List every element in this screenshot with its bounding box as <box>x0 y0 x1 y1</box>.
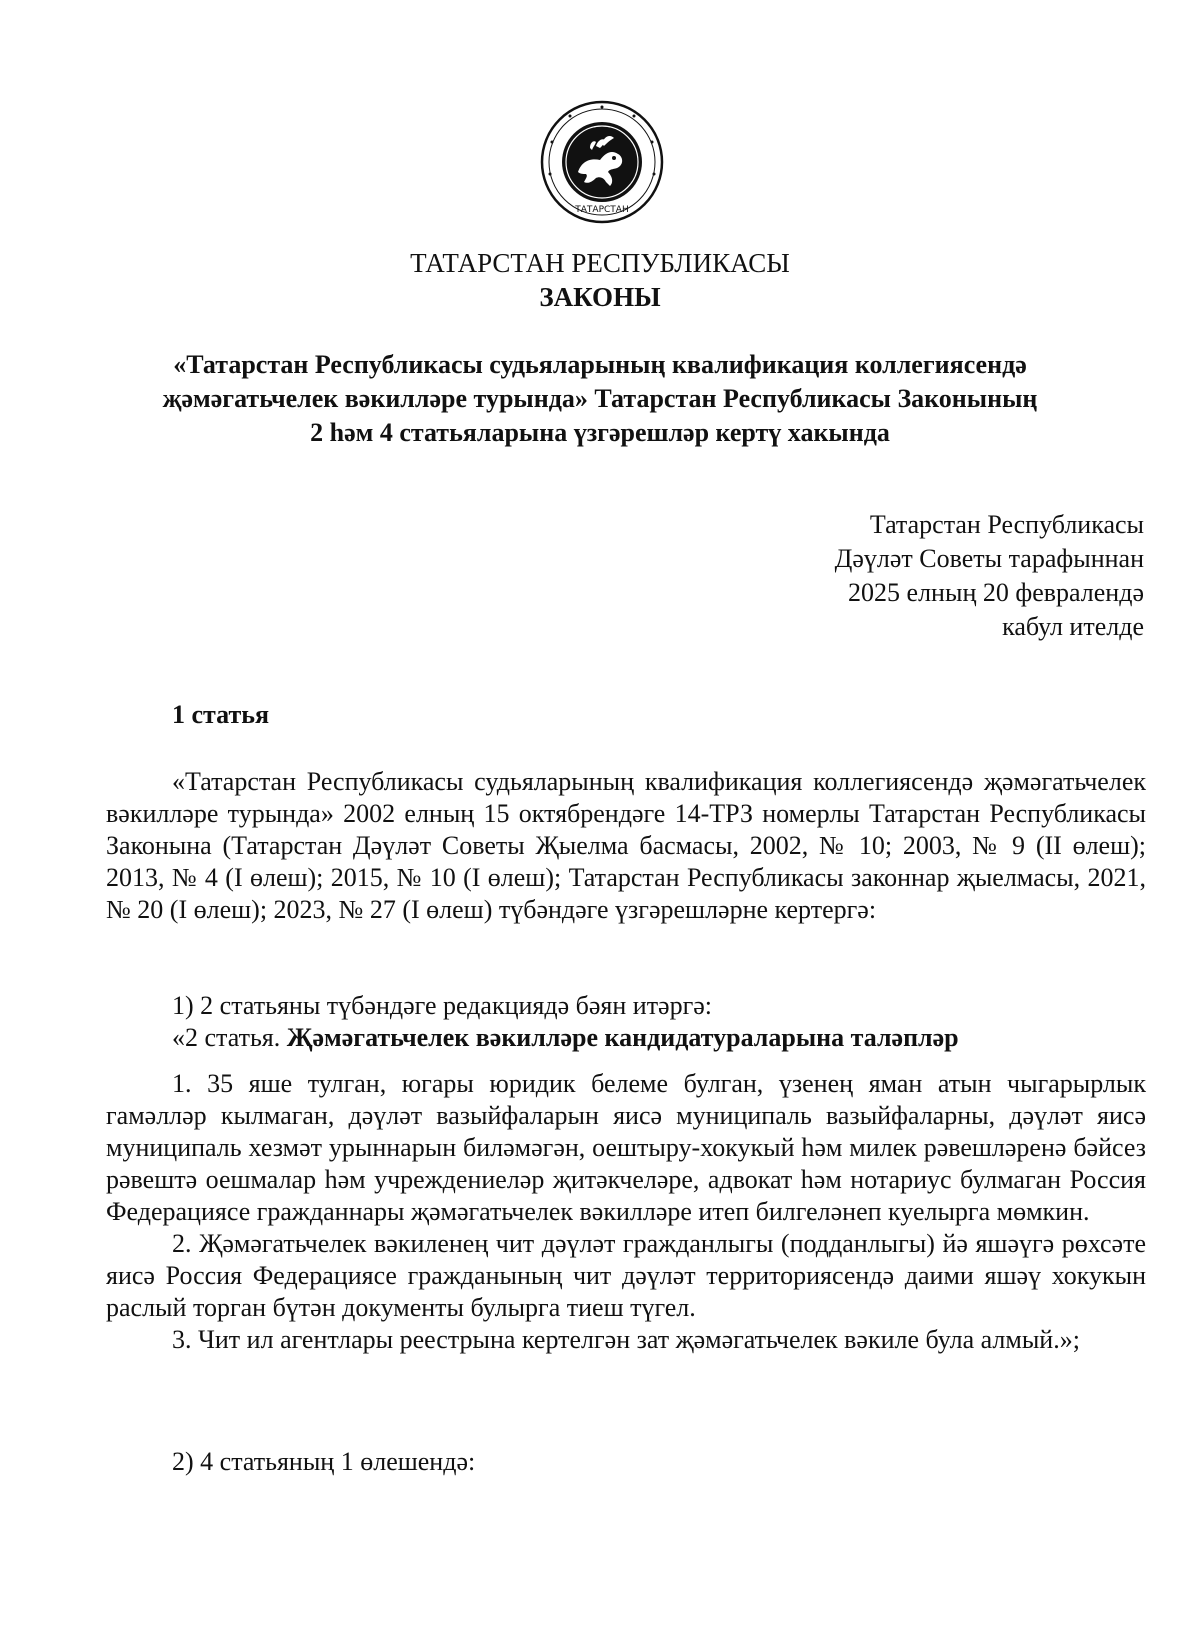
amendment-item-text: 1) 2 статьяны түбәндәге редакциядә бәян итәргә: <box>172 991 713 1020</box>
law-title-line: 2 һәм 4 статьяларына үзгәрешләр кертү хакында <box>310 418 890 447</box>
point-paragraph: 2. Җәмәгатьчелек вәкиленең чит дәүләт гражданлыгы (подданлыгы) йә яшәүгә рөхсәте яисә Россия Федерациясе гражданының чит дәүләт территориясендә даими яшәү хокукын раслый торган бүтән документы булырга тиеш түгел. <box>106 1229 1146 1322</box>
republic-name: ТАТАРСТАН РЕСПУБЛИКАСЫ <box>410 248 790 278</box>
adoption-line: кабул ителде <box>1002 612 1144 641</box>
law-title-line: «Татарстан Республикасы судьяларының квалификация коллегиясендә <box>173 350 1027 379</box>
law-title-line: җәмәгатьчелек вәкилләре турында» Татарстан Республикасы Законының <box>162 384 1038 413</box>
article-intro: «Татарстан Республикасы судьяларының квалификация коллегиясендә җәмәгатьчелек вәкилләре турында» 2002 елның 15 октябрендәге 14-ТРЗ номерлы Татарстан Республикасы Законына (Татарстан Дәүләт Советы Җыелма басмасы, 2002, № 10; 2003, № 9 (II өлеш); 2013, № 4 (I өлеш); 2015, № 10 (I өлеш); Татарстан Республикасы законнар җыелмасы, 2021, № 20 (I өлеш); 2023, № 27 (I өлеш) түбәндәге үзгәрешләрне кертергә: <box>106 767 1146 924</box>
law-title <box>130 348 1070 450</box>
point-paragraph: 3. Чит ил агентлары реестрына кертелгән зат җәмәгатьчелек вәкиле була алмый.»; <box>172 1325 1080 1354</box>
emblem-inscription: ТАТАРСТАН <box>575 205 629 215</box>
document-header <box>0 246 1200 314</box>
article-heading: 1 статья <box>172 700 270 729</box>
quoted-article-heading <box>106 1022 1146 1054</box>
amendment-item-1 <box>106 990 1146 1054</box>
quoted-article-title: Җәмәгатьчелек вәкилләре кандидатураларына таләпләр <box>286 1023 959 1052</box>
law-label: ЗАКОНЫ <box>539 282 661 312</box>
point-paragraph: 1. 35 яше тулган, югары юридик белеме булган, үзенең яман атын чыгарырлык гамәлләр кылмаган, дәүләт вазыйфаларын яисә муниципаль вазыйфаларны, дәүләт яисә муниципаль хезмәт урыннарын биләмәгән, оештыру-хокукый һәм милек рәвешләренә бәйсез рәвештә оешмалар һәм учреждениеләр җитәкчеләре, адвокат һәм нотариус булмаган Россия Федерациясе гражданнары җәмәгатьчелек вәкилләре итеп билгеләнеп куелырга мөмкин. <box>106 1069 1146 1226</box>
quoted-article-number: «2 статья. <box>172 1023 287 1052</box>
tatarstan-coat-of-arms-icon <box>540 100 664 224</box>
quoted-article-points <box>106 1068 1146 1356</box>
adoption-line: 2025 елның 20 февралендә <box>848 578 1144 607</box>
amendment-item-text: 2) 4 статьяның 1 өлешендә: <box>172 1447 476 1476</box>
adoption-note <box>835 508 1144 644</box>
amendment-item-2 <box>106 1446 1146 1478</box>
adoption-line: Дәүләт Советы тарафыннан <box>834 544 1144 573</box>
adoption-line: Татарстан Республикасы <box>869 510 1144 539</box>
